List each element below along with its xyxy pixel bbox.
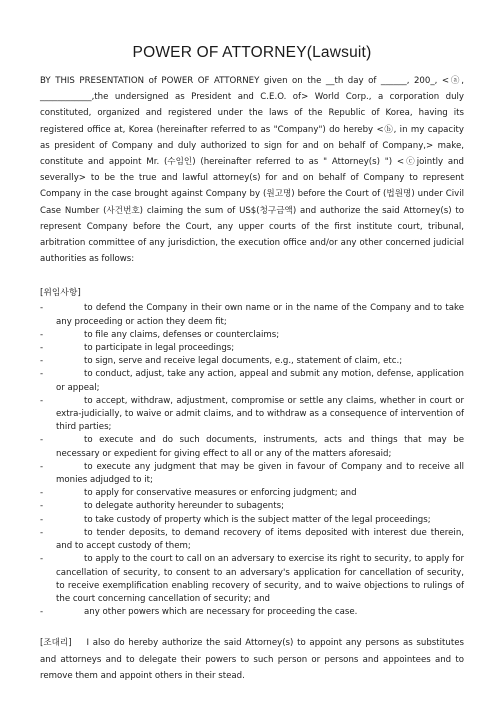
list-item [40, 487, 464, 500]
delegated-matters-list [40, 302, 464, 619]
list-item-text: to take custody of property which is the subject matter of the legal proceedings; [84, 514, 431, 525]
list-dash: - [40, 554, 44, 565]
list-dash: - [40, 435, 44, 446]
list-item-text: to apply to the court to call on an adversary to exercise its right to security, to apply for cancellation of security, to consent to an adversary's application for cancellation of security, to receive exemplification enabling recovery of security, and to waive objections to rulings of the court concerning cancellation of security; and [56, 554, 464, 604]
list-item [40, 553, 464, 606]
list-dash: - [40, 395, 44, 406]
list-item-text: any other powers which are necessary for proceeding the case. [84, 607, 358, 618]
list-dash: - [40, 461, 44, 472]
list-item-text: to delegate authority hereunder to subagents; [84, 501, 284, 512]
list-item-text: to sign, serve and receive legal documents, e.g., statement of claim, etc.; [84, 356, 403, 367]
list-dash: - [40, 356, 44, 367]
list-item [40, 606, 464, 619]
list-item [40, 342, 464, 355]
list-dash: - [40, 329, 44, 340]
list-item [40, 368, 464, 394]
list-item-text: to execute any judgment that may be given in favour of Company and to receive all monies adjudged to it; [56, 461, 464, 486]
list-item-text: to file any claims, defenses or counterclaims; [84, 329, 280, 340]
list-item [40, 434, 464, 460]
list-dash: - [40, 514, 44, 525]
list-item-text: to tender deposits, to demand recovery of items deposited with interest due therein, and to accept custody of them; [56, 527, 464, 552]
list-item [40, 355, 464, 368]
list-item-text: to execute and do such documents, instruments, acts and things that may be necessary or expedient for giving effect to all or any of the matters aforesaid; [56, 435, 464, 459]
list-dash: - [40, 303, 44, 314]
list-item [40, 395, 464, 435]
list-item [40, 302, 464, 328]
list-dash: - [40, 343, 44, 354]
list-dash: - [40, 501, 44, 512]
section-heading-delegated-matters: [위임사항] [40, 288, 81, 299]
list-item [40, 527, 464, 553]
list-dash: - [40, 369, 44, 380]
list-item-text: to defend the Company in their own name or in the name of the Company and to take any proceeding or action they deem fit; [56, 303, 464, 327]
intro-paragraph: BY THIS PRESENTATION of POWER OF ATTORNEY given on the __th day of ______, 200_, <ⓐ, ____________,the undersigned as President and C.E.O. of> World Corp., a corporation duly constituted, organized and registered under the laws of the Republic of Korea, having its registered office at, Korea (hereinafter referred to as "Company") do hereby <ⓑ, in my capacity as president of Company and duly authorized to sign for and on behalf of Company,> make, constitute and appoint Mr. (수임인) (hereinafter referred to as " Attorney(s) ") <ⓒjointly and severally> to be the true and lawful attorney(s) for and on behalf of Company to represent Company in the case brought against Company by (원고명) before the Court of (법원명) under Civil Case Number (사건번호) claiming the sum of US$(청구금액) and authorize the said Attorney(s) to represent Company before the Court, any upper courts of the first institute court, tribunal, arbitration committee of any jurisdiction, the execution office and/or any other concerned judicial authorities as follows: [40, 76, 464, 265]
document-title: POWER OF ATTORNEY(Lawsuit) [132, 44, 372, 61]
list-dash: - [40, 488, 44, 499]
subagent-paragraph [40, 635, 464, 684]
list-dash: - [40, 527, 44, 538]
list-item-text: to accept, withdraw, adjustment, compromise or settle any claims, whether in court or extra-judicially, to waive or admit claims, and to withdraw as a consequence of intervention of third parties; [56, 395, 464, 433]
list-item-text: to apply for conservative measures or enforcing judgment; and [84, 488, 357, 499]
list-item [40, 500, 464, 513]
list-item [40, 461, 464, 487]
subagent-heading: [조대리] [40, 638, 72, 649]
list-dash: - [40, 607, 44, 618]
subagent-text: I also do hereby authorize the said Attorney(s) to appoint any persons as substitutes and attorneys and to delegate their powers to such person or persons and appointees and to remove them and appoint others in their stead. [40, 638, 464, 681]
list-item [40, 329, 464, 342]
list-item [40, 514, 464, 527]
list-item-text: to conduct, adjust, take any action, appeal and submit any motion, defense, application or appeal; [56, 369, 464, 393]
list-item-text: to participate in legal proceedings; [84, 343, 235, 354]
